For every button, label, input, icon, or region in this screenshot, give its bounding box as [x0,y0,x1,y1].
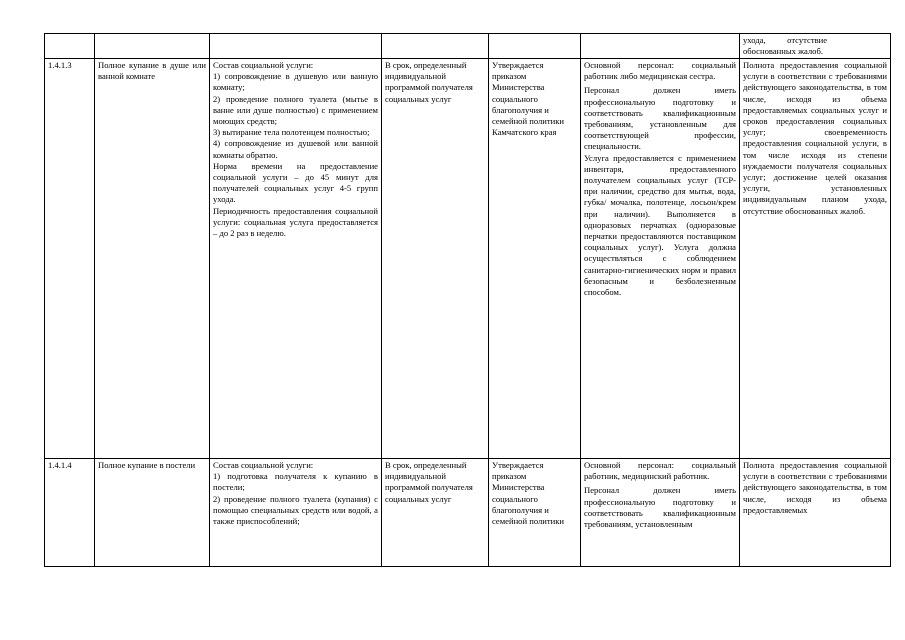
social-services-table [44,33,891,567]
cell-content-continuation [210,34,382,59]
service-content [210,59,382,459]
content-paragraph: Норма времени на предоставление социальной услуги – до 45 минут для получателей социальных услуг 4-5 групп ухода. [213,160,378,205]
content-paragraph: Периодичность предоставления социальной услуги: социальная услуга предоставляется – до 2 раз в неделю. [213,205,378,239]
service-quality: Полнота предоставления социальной услуги в соответствии с требованиями действующего законодательства, в том числе, исходя из объема предоставляемых социальных услуг и сроков предоставления социальных услуг; своевременность предоставления социальной услуги, в том числе исходя из степени нуждаемости получателя социальных услуг; достижение целей оказания услуги, установленных индивидуальным планом ухода, отсутствие обоснованных жалоб. [740,59,891,459]
content-paragraph: 1) подготовка получателя к купанию в постели; [213,471,378,493]
cell-code-continuation [45,34,95,59]
service-term: В срок, определенный индивидуальной программой получателя социальных услуг [382,59,489,459]
cell-name-continuation [95,34,210,59]
conditions-paragraph: Услуга предоставляется с применением инвентаря, предоставленного получателем социальных услуг (ТСР-при наличии, средство для мытья, вода, губка/ мочалка, полотенце, лосьон/крем при наличии). Выполняется в одноразовых перчатках (одноразовые перчатки предоставляются поставщиком социальных услуг). Услуга должна осуществляться с соблюдением санитарно-гигиенических норм и правил безопасным и безболезненным способом. [584,152,736,298]
cell-conditions-continuation [581,34,740,59]
cell-standard-continuation [489,34,581,59]
table-row-1-4-1-4 [45,459,891,567]
service-code: 1.4.1.4 [45,459,95,567]
service-name: Полное купание в постели [95,459,210,567]
service-term: В срок, определенный индивидуальной программой получателя социальных услуг [382,459,489,567]
cell-term-continuation [382,34,489,59]
quality-tail-line-1: ухода, отсутствие [743,35,828,45]
service-name: Полное купание в душе или ванной комнате [95,59,210,459]
service-quality: Полнота предоставления социальной услуги в соответствии с требованиями действующего законодательства, в том числе, исходя из объема предоставляемых [740,459,891,567]
content-paragraph: 1) сопровождение в душевую или ванную комнату; [213,71,378,93]
service-conditions [581,459,740,567]
service-standard: Утверждается приказом Министерства социального благополучия и семейной политики Камчатского края [489,59,581,459]
content-paragraph: 2) проведение полного туалета (мытье в ванне или душе полностью) с применением моющих средств; [213,93,378,127]
service-conditions [581,59,740,459]
service-standard: Утверждается приказом Министерства социального благополучия и семейной политики [489,459,581,567]
table-row-1-4-1-3 [45,59,891,459]
quality-tail-line-2: обоснованных жалоб. [743,46,824,57]
service-content [210,459,382,567]
content-paragraph: 2) проведение полного туалета (купания) с помощью специальных средств или водой, а также приспособлений; [213,493,378,527]
content-paragraph: Состав социальной услуги: [213,460,314,470]
document-page [44,33,890,567]
conditions-paragraph: Основной персонал: социальный работник либо медицинская сестра. [584,60,736,82]
cell-quality-continuation [740,34,891,59]
conditions-paragraph: Основной персонал: социальный работник, медицинский работник. [584,460,736,482]
content-paragraph: 4) сопровождение из душевой или ванной комнаты обратно. [213,138,378,160]
content-paragraph: Состав социальной услуги: [213,60,314,70]
conditions-paragraph: Персонал должен иметь профессиональную подготовку и соответствовать квалификационным требованиям, установленным для соответствующей профессии, специальности. [584,85,736,152]
content-paragraph: 3) вытирание тела полотенцем полностью; [213,127,370,138]
conditions-paragraph: Персонал должен иметь профессиональную подготовку и соответствовать квалификационным требованиям, установленным [584,485,736,530]
service-code: 1.4.1.3 [45,59,95,459]
table-row-continuation [45,34,891,59]
